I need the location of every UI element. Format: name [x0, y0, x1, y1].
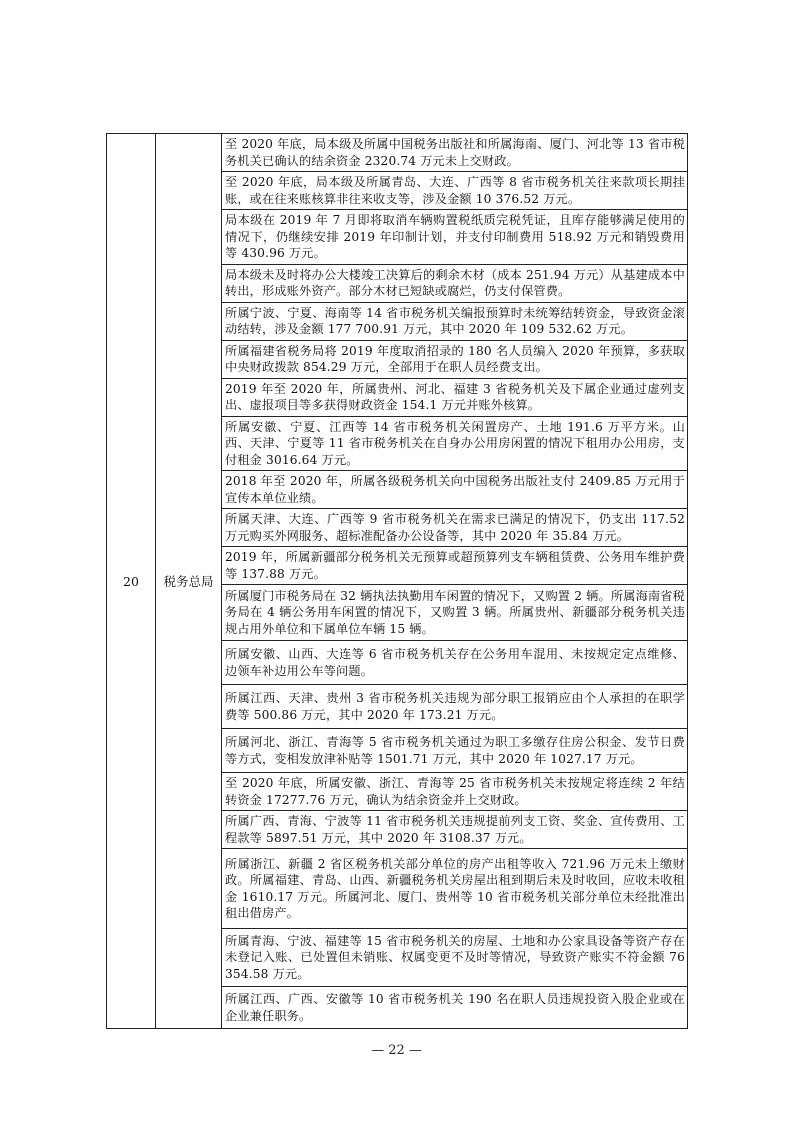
finding-item: 所属安徽、宁夏、江西等 14 省市税务机关闲置房产、土地 191.6 万平方米。山西、天津、宁夏等 11 省市税务机关在自身办公用房闲置的情况下租用办公用房，支付租金 3016.64 万元。 [222, 416, 688, 471]
table-row [107, 134, 688, 172]
finding-item: 所属宁波、宁夏、海南等 14 省市税务机关编报预算时未统筹结转资金，导致资金滚动结转，涉及金额 177 700.91 万元，其中 2020 年 109 532.62 万元。 [222, 302, 688, 340]
page-number: — 22 — [371, 1043, 422, 1058]
finding-item: 至 2020 年底，局本级及所属中国税务出版社和所属海南、厦门、河北等 13 省市税务机关已确认的结余资金 2320.74 万元未上交财政。 [222, 134, 688, 172]
audit-findings-table [106, 133, 688, 1029]
finding-item: 所属江西、天津、贵州 3 省市税务机关违规为部分职工报销应由个人承担的在职学费等 500.86 万元，其中 2020 年 173.21 万元。 [222, 685, 688, 729]
finding-item: 2019 年，所属新疆部分税务机关无预算或超预算列支车辆租赁费、公务用车维护费等 137.88 万元。 [222, 547, 688, 585]
row-number: 20 [107, 134, 156, 1029]
finding-item: 所属浙江、新疆 2 省区税务机关部分单位的房产出租等收入 721.96 万元未上缴财政。所属福建、青岛、山西、新疆税务机关房屋出租到期后未及时收回，应收未收租金 1610.17 万元。所属河北、厦门、贵州等 10 省市税务机关部分单位未经批准出租出借房产。 [222, 849, 688, 929]
finding-item: 2019 年至 2020 年，所属贵州、河北、福建 3 省税务机关及下属企业通过虚列支出、虚报项目等多获得财政资金 154.1 万元并账外核算。 [222, 378, 688, 416]
finding-item: 所属河北、浙江、青海等 5 省市税务机关通过为职工多缴存住房公积金、发节日费等方式，变相发放津补贴等 1501.71 万元，其中 2020 年 1027.17 万元。 [222, 729, 688, 773]
finding-item: 所属江西、广西、安徽等 10 省市税务机关 190 名在职人员违规投资入股企业或在企业兼任职务。 [222, 987, 688, 1029]
finding-item: 所属安徽、山西、大连等 6 省市税务机关存在公务用车混用、未按规定定点维修、边领车补边用公车等问题。 [222, 641, 688, 685]
finding-item: 所属福建省税务局将 2019 年度取消招录的 180 名人员编入 2020 年预算，多获取中央财政拨款 854.29 万元，全部用于在职人员经费支出。 [222, 340, 688, 378]
finding-item: 至 2020 年底，局本级及所属青岛、大连、广西等 8 省市税务机关往来款项长期挂账，或在往来账核算非往来收支等，涉及金额 10 376.52 万元。 [222, 172, 688, 210]
finding-item: 所属青海、宁波、福建等 15 省市税务机关的房屋、土地和办公家具设备等资产存在未登记入账、已处置但未销账、权属变更不及时等情况，导致资产账实不符金额 76 354.58 万元。 [222, 929, 688, 987]
finding-item: 所属天津、大连、广西等 9 省市税务机关在需求已满足的情况下，仍支出 117.52 万元购买外网服务、超标准配备办公设备等，其中 2020 年 35.84 万元。 [222, 509, 688, 547]
finding-item: 局本级在 2019 年 7 月即将取消车辆购置税纸质完税凭证，且库存能够满足使用的情况下，仍继续安排 2019 年印制计划，并支付印制费用 518.92 万元和销毁费用等 430.96 万元。 [222, 210, 688, 265]
department-name: 税务总局 [156, 134, 222, 1029]
finding-item: 所属广西、青海、宁波等 11 省市税务机关违规提前列支工资、奖金、宣传费用、工程款等 5897.51 万元，其中 2020 年 3108.37 万元。 [222, 811, 688, 849]
finding-item: 2018 年至 2020 年，所属各级税务机关向中国税务出版社支付 2409.85 万元用于宣传本单位业绩。 [222, 471, 688, 509]
finding-item: 至 2020 年底，所属安徽、浙江、青海等 25 省市税务机关未按规定将连续 2 年结转资金 17277.76 万元，确认为结余资金并上交财政。 [222, 773, 688, 811]
finding-item: 所属厦门市税务局在 32 辆执法执勤用车闲置的情况下，又购置 2 辆。所属海南省税务局在 4 辆公务用车闲置的情况下，又购置 3 辆。所属贵州、新疆部分税务机关违规占用外单位和下属单位车辆 15 辆。 [222, 585, 688, 641]
finding-item: 局本级未及时将办公大楼竣工决算后的剩余木材（成本 251.94 万元）从基建成本中转出，形成账外资产。部分木材已短缺或腐烂，仍支付保管费。 [222, 264, 688, 302]
